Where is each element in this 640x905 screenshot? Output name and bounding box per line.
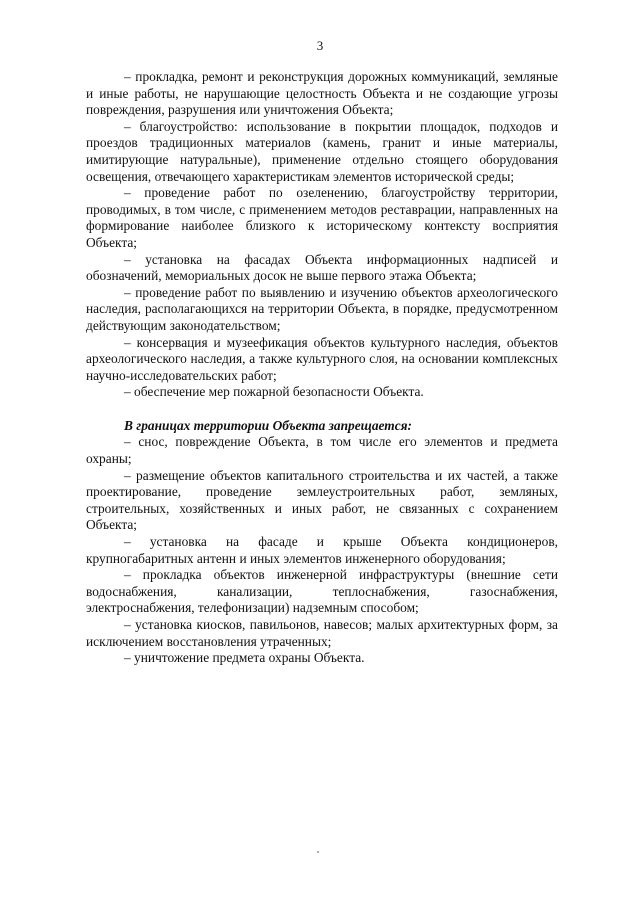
- prohibited-item-utilities: – прокладка объектов инженерной инфраструктуры (внешние сети водоснабжения, канализации, теплоснабжения, газоснабжения, электроснабжения, телефонизации) надземным способом;: [86, 567, 558, 616]
- prohibited-item-destruction: – уничтожение предмета охраны Объекта.: [124, 650, 365, 666]
- allowed-item-greening: – проведение работ по озеленению, благоустройству территории, проводимых, в том числе, с применением методов реставрации, направленных на формирование наиболее близкого к историческому контексту восприятия Объекта;: [86, 185, 558, 250]
- section-title-prohibited: В границах территории Объекта запрещается:: [124, 417, 412, 433]
- allowed-item-fire-safety: – обеспечение мер пожарной безопасности Объекта.: [124, 384, 424, 400]
- prohibited-item-construction: – размещение объектов капитального строительства и их частей, а также проектирование, проведение землеустроительных работ, земляных, строительных, хозяйственных и иных работ, не связанных с сохранением Объекта;: [86, 467, 558, 533]
- prohibited-item-demolition: – снос, повреждение Объекта, в том числе его элементов и предмета охраны;: [86, 434, 558, 467]
- allowed-item-conservation: – консервация и музеефикация объектов культурного наследия, объектов археологического наследия, а также культурного слоя, на основании комплексных научно-исследовательских работ;: [86, 334, 558, 383]
- allowed-item-landscaping: – благоустройство: использование в покрытии площадок, подходов и проездов традиционных материалов (камень, гранит и иные материалы, имитирующие натуральные), применение отдельно стоящего оборудования освещения, отвечающего характеристикам элементов исторической среды;: [86, 118, 558, 184]
- prohibited-item-kiosks: – установка киосков, павильонов, навесов; малых архитектурных форм, за исключением восстановления утраченных;: [86, 617, 558, 649]
- allowed-item-archaeology: – проведение работ по выявлению и изучению объектов археологического наследия, располагающихся на территории Объекта, в порядке, предусмотренном действующим законодательством;: [86, 284, 558, 333]
- document-body: [86, 69, 558, 667]
- scan-speck: [317, 851, 319, 853]
- allowed-item-road-works: – прокладка, ремонт и реконструкция дорожных коммуникаций, земляные и иные работы, не нарушающие целостность Объекта и не создающие угрозы повреждения, разрушения или уничтожения Объекта;: [86, 69, 558, 118]
- page-number: 3: [316, 38, 324, 53]
- prohibited-item-equipment: – установка на фасаде и крыше Объекта кондиционеров, крупногабаритных антенн и иных элементов инженерного оборудования;: [86, 534, 558, 566]
- allowed-item-signage: – установка на фасадах Объекта информационных надписей и обозначений, мемориальных досок не выше первого этажа Объекта;: [86, 251, 558, 284]
